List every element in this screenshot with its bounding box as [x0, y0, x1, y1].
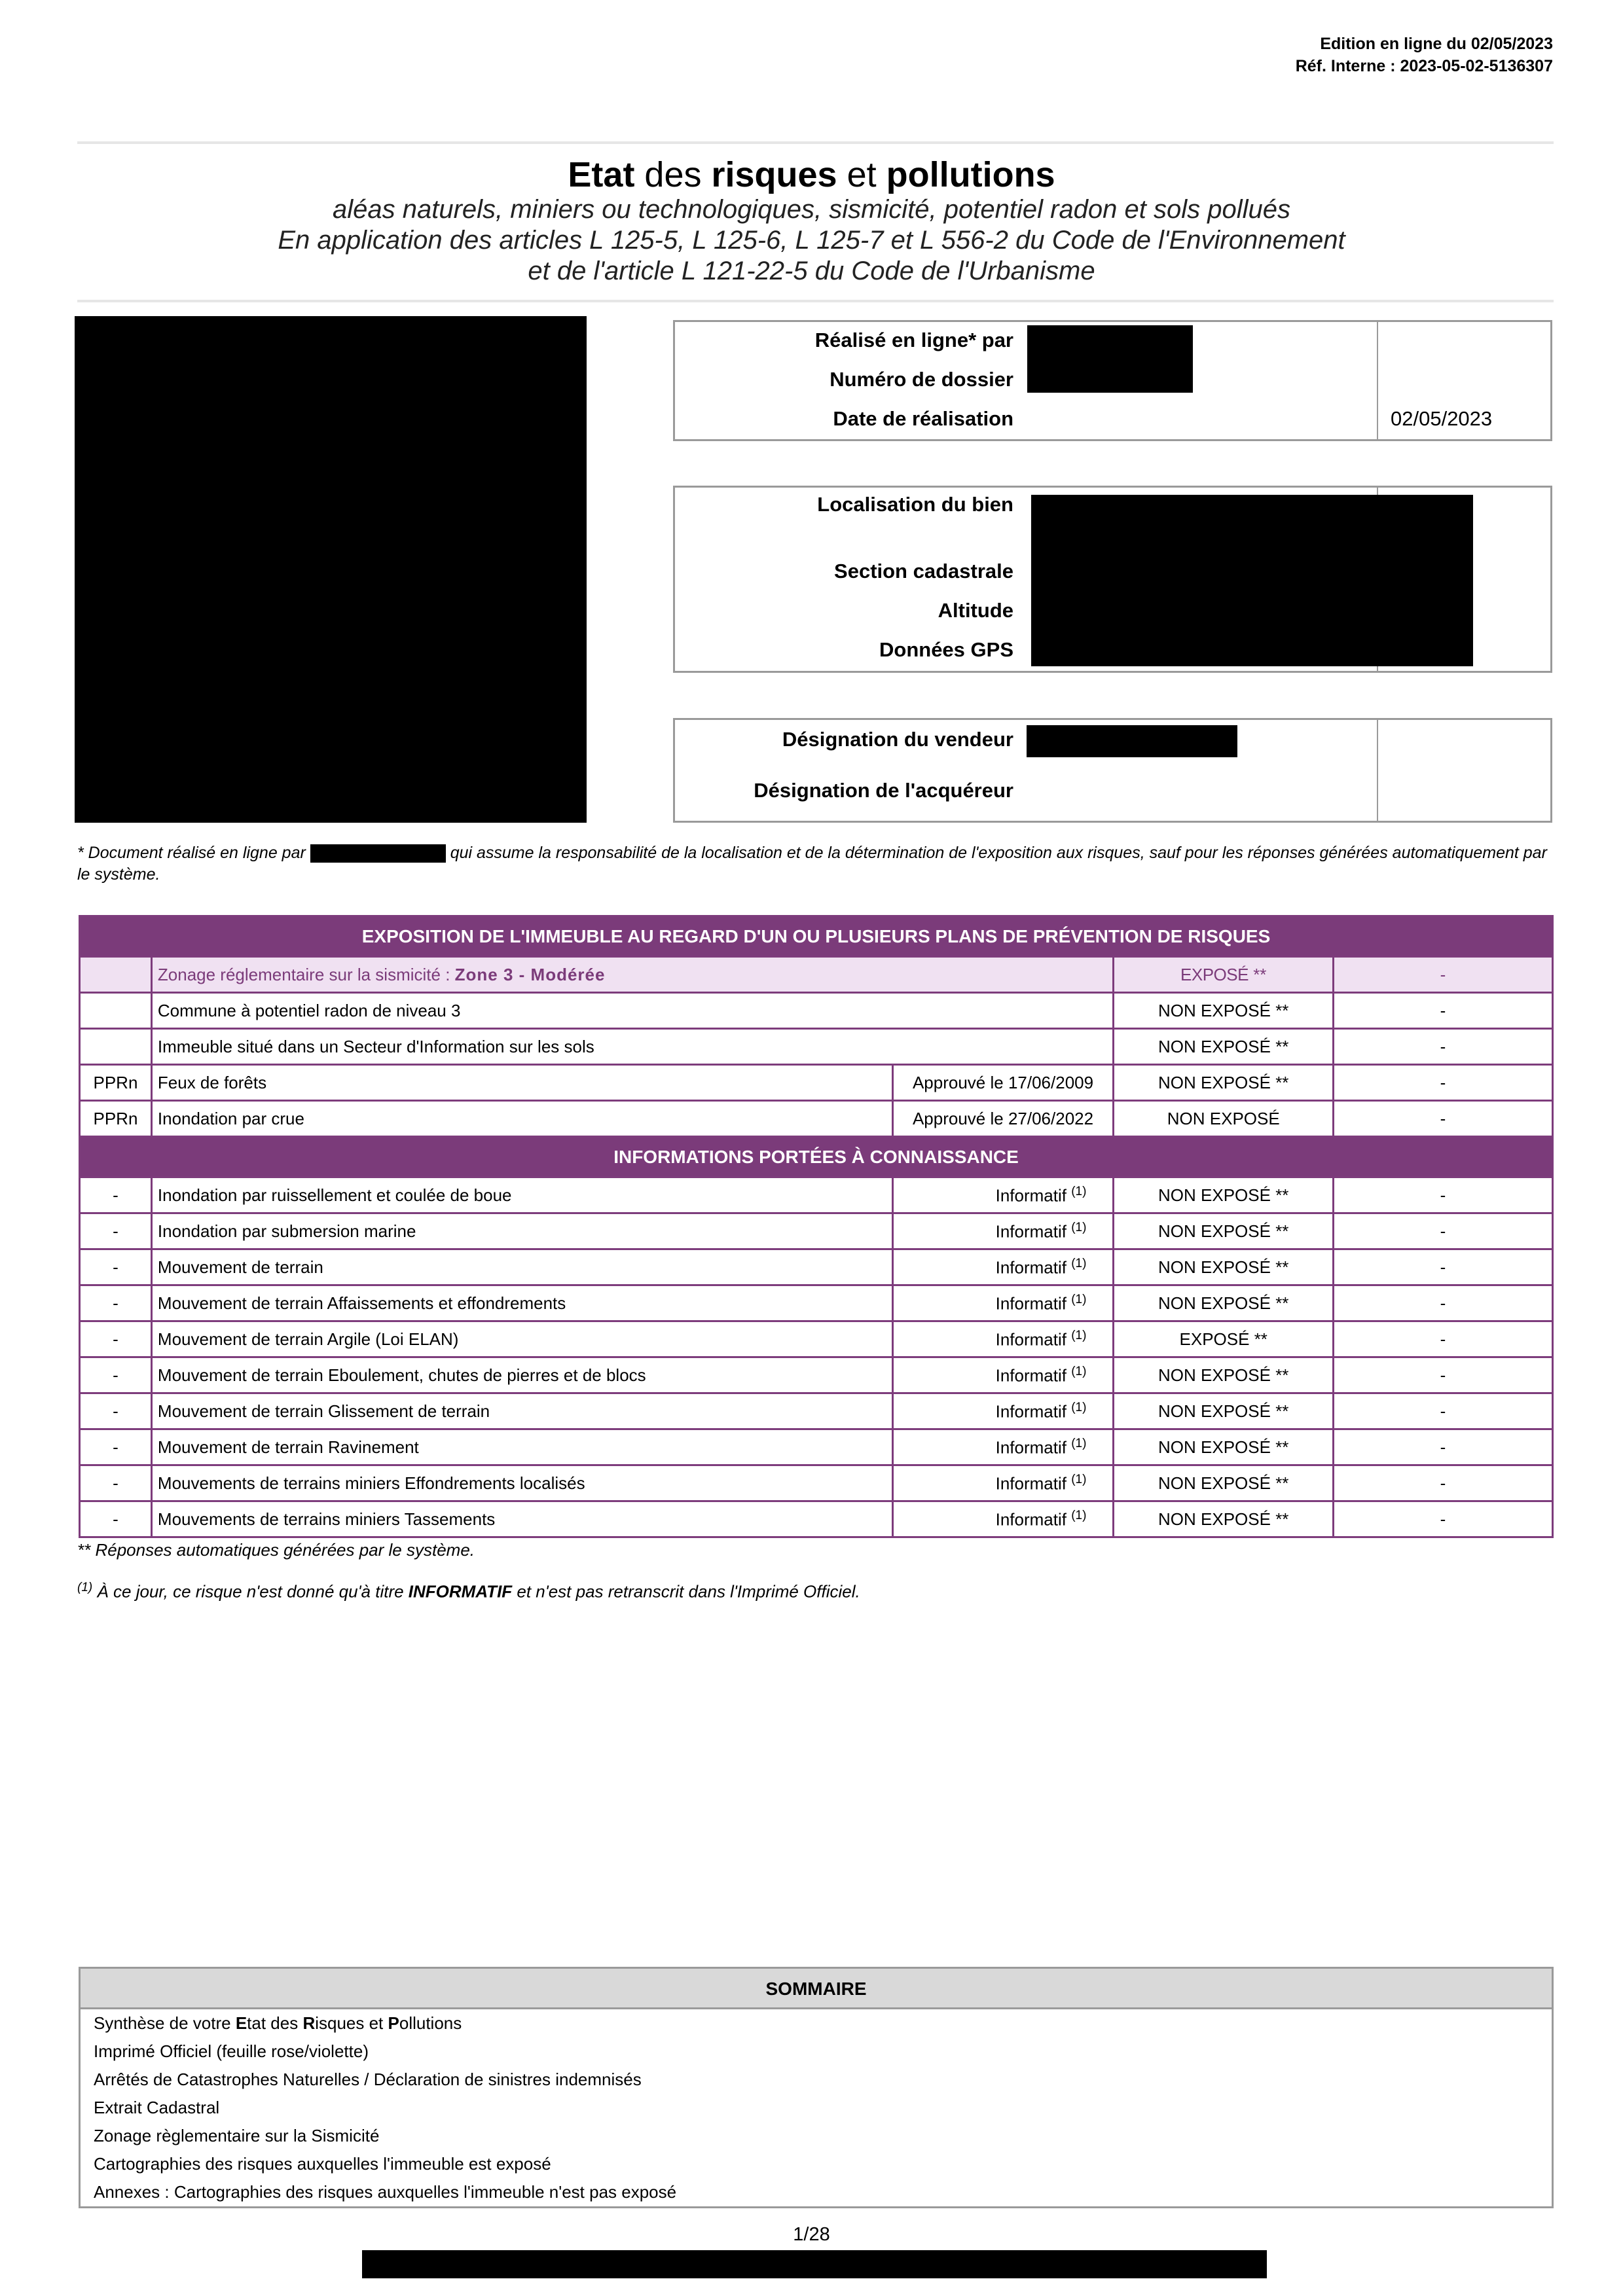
date-realisation-value: 02/05/2023 [1391, 407, 1493, 430]
row-type: - [80, 1213, 152, 1249]
note-text-start: * Document réalisé en ligne par [77, 844, 310, 862]
row-status: NON EXPOSÉ ** [1114, 1285, 1334, 1321]
informatif-ref: (1) [1071, 1364, 1087, 1378]
row-label: Mouvement de terrain Ravinement [151, 1429, 892, 1465]
row-type [80, 993, 152, 1029]
row-extra: - [1334, 1065, 1553, 1101]
sommaire-item-text: isques et [315, 2013, 388, 2033]
informations-header: INFORMATIONS PORTÉES À CONNAISSANCE [80, 1137, 1553, 1177]
sommaire-item[interactable]: Extrait Cadastral [94, 2098, 220, 2117]
row-informatif [892, 1465, 1114, 1501]
informatif-label: Informatif [995, 1257, 1067, 1278]
table-row [80, 1501, 1553, 1537]
sommaire-item-bold: P [388, 2013, 399, 2033]
responsibility-note [77, 842, 1550, 886]
row-label: Mouvement de terrain [151, 1249, 892, 1285]
row-extra: - [1334, 1177, 1553, 1213]
redacted-author-name [310, 844, 446, 863]
row-status: NON EXPOSÉ ** [1114, 1429, 1334, 1465]
informatif-footnote [77, 1581, 860, 1602]
row-status: NON EXPOSÉ ** [1114, 1465, 1334, 1501]
row-approval: Approuvé le 27/06/2022 [892, 1101, 1114, 1137]
acquereur-label: Désignation de l'acquéreur [754, 779, 1013, 802]
table-row [80, 1249, 1553, 1285]
exposition-header: EXPOSITION DE L'IMMEUBLE AU REGARD D'UN OU PLUSIEURS PLANS DE PRÉVENTION DE RISQUES [80, 916, 1553, 957]
row-type: - [80, 1429, 152, 1465]
informatif-ref: (1) [1071, 1436, 1087, 1450]
sommaire-item-text: Synthèse de votre [94, 2013, 236, 2033]
sismicite-zone: Zone 3 - Modérée [454, 964, 606, 984]
row-label: Mouvement de terrain Glissement de terrain [151, 1393, 892, 1429]
exposition-header-row [80, 916, 1553, 957]
sommaire-item[interactable]: Arrêtés de Catastrophes Naturelles / Déclaration de sinistres indemnisés [94, 2070, 642, 2089]
title-word-pollutions: pollutions [886, 155, 1055, 194]
redacted-map-image [75, 316, 587, 823]
column-separator [1377, 322, 1378, 439]
row-informatif [892, 1249, 1114, 1285]
sommaire-item-text: ollutions [399, 2013, 462, 2033]
informatif-label: Informatif [995, 1509, 1067, 1530]
table-row [80, 993, 1553, 1029]
gps-label: Données GPS [879, 638, 1013, 661]
table-row [80, 1465, 1553, 1501]
footnote-ref: (1) [77, 1581, 93, 1594]
informatif-ref: (1) [1071, 1472, 1087, 1486]
sommaire-item-bold: R [302, 2013, 316, 2033]
row-status: EXPOSÉ ** [1114, 1321, 1334, 1357]
sismicite-marker: ** [1248, 964, 1267, 984]
row-status: NON EXPOSÉ ** [1114, 1065, 1334, 1101]
row-informatif [892, 1393, 1114, 1429]
informatif-label: Informatif [995, 1437, 1067, 1458]
row-label: Immeuble situé dans un Secteur d'Information sur les sols [151, 1029, 1114, 1065]
redacted-vendeur [1027, 725, 1237, 757]
edition-info [1296, 33, 1553, 77]
row-status: NON EXPOSÉ [1114, 1101, 1334, 1137]
row-informatif [892, 1357, 1114, 1393]
row-extra: - [1334, 1101, 1553, 1137]
row-extra: - [1334, 1029, 1553, 1065]
numero-dossier-label: Numéro de dossier [830, 368, 1013, 391]
informations-rows [80, 1177, 1553, 1537]
table-row [80, 1029, 1553, 1065]
row-label: Feux de forêts [151, 1065, 892, 1101]
row-status: NON EXPOSÉ ** [1114, 993, 1334, 1029]
realise-par-label: Réalisé en ligne* par [814, 329, 1013, 351]
sommaire-item[interactable]: Cartographies des risques auxquelles l'immeuble est exposé [94, 2154, 551, 2174]
sismicite-label-cell [151, 957, 1114, 993]
row-label: Mouvements de terrains miniers Effondrements localisés [151, 1465, 892, 1501]
row-extra: - [1334, 1393, 1553, 1429]
row-type-cell [80, 957, 152, 993]
sismicite-status: EXPOSÉ [1180, 964, 1249, 984]
sommaire-item[interactable]: Imprimé Officiel (feuille rose/violette) [94, 2041, 369, 2061]
table-row [80, 1429, 1553, 1465]
row-extra: - [1334, 1429, 1553, 1465]
row-informatif [892, 1321, 1114, 1357]
table-row [80, 1357, 1553, 1393]
row-type: - [80, 1249, 152, 1285]
row-type: PPRn [80, 1065, 152, 1101]
sommaire-item-text: tat des [247, 2013, 303, 2033]
footnote-text-start: À ce jour, ce risque n'est donné qu'à titre [92, 1581, 409, 1602]
row-extra: - [1334, 1321, 1553, 1357]
redacted-author-dossier [1027, 325, 1193, 393]
table-row [80, 1321, 1553, 1357]
row-label: Inondation par ruissellement et coulée de boue [151, 1177, 892, 1213]
informatif-label: Informatif [995, 1329, 1067, 1350]
informatif-label: Informatif [995, 1221, 1067, 1242]
row-informatif [892, 1429, 1114, 1465]
row-label: Mouvements de terrains miniers Tassements [151, 1501, 892, 1537]
sommaire-box [79, 1967, 1554, 2208]
row-label: Mouvement de terrain Argile (Loi ELAN) [151, 1321, 892, 1357]
row-informatif [892, 1501, 1114, 1537]
note-text-end: qui assume la responsabilité de la localisation et de la détermination de l'exposition aux risques, sauf pour les réponses générées automatiquement par le système. [77, 844, 1547, 884]
informatif-label: Informatif [995, 1293, 1067, 1314]
row-informatif [892, 1213, 1114, 1249]
document-subtitle [0, 194, 1623, 287]
row-status: NON EXPOSÉ ** [1114, 1177, 1334, 1213]
sommaire-item[interactable] [81, 2009, 1552, 2037]
top-divider [77, 141, 1554, 144]
subtitle-line: et de l'article L 121-22-5 du Code de l'Urbanisme [528, 257, 1095, 285]
localisation-label: Localisation du bien [817, 493, 1013, 516]
row-extra: - [1334, 1249, 1553, 1285]
sismicite-extra: - [1334, 957, 1553, 993]
table-row [80, 1285, 1553, 1321]
page-number: 1/28 [793, 2224, 830, 2245]
row-status: NON EXPOSÉ ** [1114, 1393, 1334, 1429]
title-word-etat: Etat [568, 155, 635, 194]
section-cadastrale-label: Section cadastrale [834, 560, 1013, 583]
row-extra: - [1334, 1213, 1553, 1249]
title-word-risques: risques [711, 155, 837, 194]
informatif-ref: (1) [1071, 1256, 1087, 1270]
informatif-ref: (1) [1071, 1184, 1087, 1198]
row-label: Inondation par submersion marine [151, 1213, 892, 1249]
informatif-ref: (1) [1071, 1400, 1087, 1414]
informatif-label: Informatif [995, 1473, 1067, 1494]
row-type: - [80, 1501, 152, 1537]
row-status: NON EXPOSÉ ** [1114, 1029, 1334, 1065]
row-label: Commune à potentiel radon de niveau 3 [151, 993, 1114, 1029]
row-label: Mouvement de terrain Eboulement, chutes de pierres et de blocs [151, 1357, 892, 1393]
informatif-ref: (1) [1071, 1220, 1087, 1234]
footnote-text-end: et n'est pas retranscrit dans l'Imprimé Officiel. [512, 1581, 860, 1602]
altitude-label: Altitude [938, 599, 1013, 622]
redacted-location-data [1031, 495, 1473, 666]
title-word-des: des [634, 155, 712, 194]
title-divider [77, 300, 1554, 302]
sommaire-header: SOMMAIRE [81, 1969, 1552, 2009]
table-row [80, 1393, 1553, 1429]
row-extra: - [1334, 1357, 1553, 1393]
subtitle-line: aléas naturels, miniers ou technologiques, sismicité, potentiel radon et sols pollués [332, 195, 1291, 224]
row-type [80, 1029, 152, 1065]
informatif-label: Informatif [995, 1401, 1067, 1422]
row-type: - [80, 1393, 152, 1429]
row-informatif [892, 1285, 1114, 1321]
footnote-bold: INFORMATIF [408, 1581, 513, 1602]
date-realisation-label: Date de réalisation [833, 407, 1013, 430]
row-status: NON EXPOSÉ ** [1114, 1213, 1334, 1249]
title-word-et: et [837, 155, 886, 194]
row-informatif [892, 1177, 1114, 1213]
auto-response-footnote: ** Réponses automatiques générées par le système. [77, 1540, 475, 1560]
informatif-label: Informatif [995, 1365, 1067, 1386]
row-type: - [80, 1357, 152, 1393]
row-approval: Approuvé le 17/06/2009 [892, 1065, 1114, 1101]
row-extra: - [1334, 1285, 1553, 1321]
informations-header-row [80, 1137, 1553, 1177]
informatif-label: Informatif [995, 1185, 1067, 1206]
sismicite-row [80, 957, 1553, 993]
sismicite-status-cell [1114, 957, 1334, 993]
row-status: NON EXPOSÉ ** [1114, 1249, 1334, 1285]
row-extra: - [1334, 993, 1553, 1029]
internal-reference: Réf. Interne : 2023-05-02-5136307 [1295, 57, 1553, 75]
row-status: NON EXPOSÉ ** [1114, 1357, 1334, 1393]
sommaire-item[interactable]: Zonage règlementaire sur la Sismicité [94, 2126, 380, 2145]
row-type: - [80, 1465, 152, 1501]
row-extra: - [1334, 1501, 1553, 1537]
redacted-footer [362, 2250, 1267, 2278]
document-title [0, 154, 1623, 196]
table-row [80, 1065, 1553, 1101]
edition-date: Edition en ligne du 02/05/2023 [1320, 35, 1553, 53]
informatif-ref: (1) [1071, 1508, 1087, 1522]
row-label: Inondation par crue [151, 1101, 892, 1137]
row-type: - [80, 1321, 152, 1357]
table-row [80, 1213, 1553, 1249]
row-type: - [80, 1285, 152, 1321]
vendeur-label: Désignation du vendeur [782, 728, 1013, 751]
row-type: - [80, 1177, 152, 1213]
sismicite-label: Zonage réglementaire sur la sismicité : [157, 964, 455, 984]
table-row [80, 1101, 1553, 1137]
informatif-ref: (1) [1071, 1292, 1087, 1306]
sommaire-item[interactable]: Annexes : Cartographies des risques auxquelles l'immeuble n'est pas exposé [94, 2182, 677, 2202]
row-type: PPRn [80, 1101, 152, 1137]
row-status: NON EXPOSÉ ** [1114, 1501, 1334, 1537]
subtitle-line: En application des articles L 125-5, L 125-6, L 125-7 et L 556-2 du Code de l'Environnement [278, 226, 1345, 255]
column-separator [1377, 720, 1378, 821]
table-row [80, 1177, 1553, 1213]
informatif-ref: (1) [1071, 1328, 1087, 1342]
sommaire-item-bold: E [235, 2013, 247, 2033]
risk-exposure-table [79, 915, 1554, 1538]
row-label: Mouvement de terrain Affaissements et effondrements [151, 1285, 892, 1321]
row-extra: - [1334, 1465, 1553, 1501]
